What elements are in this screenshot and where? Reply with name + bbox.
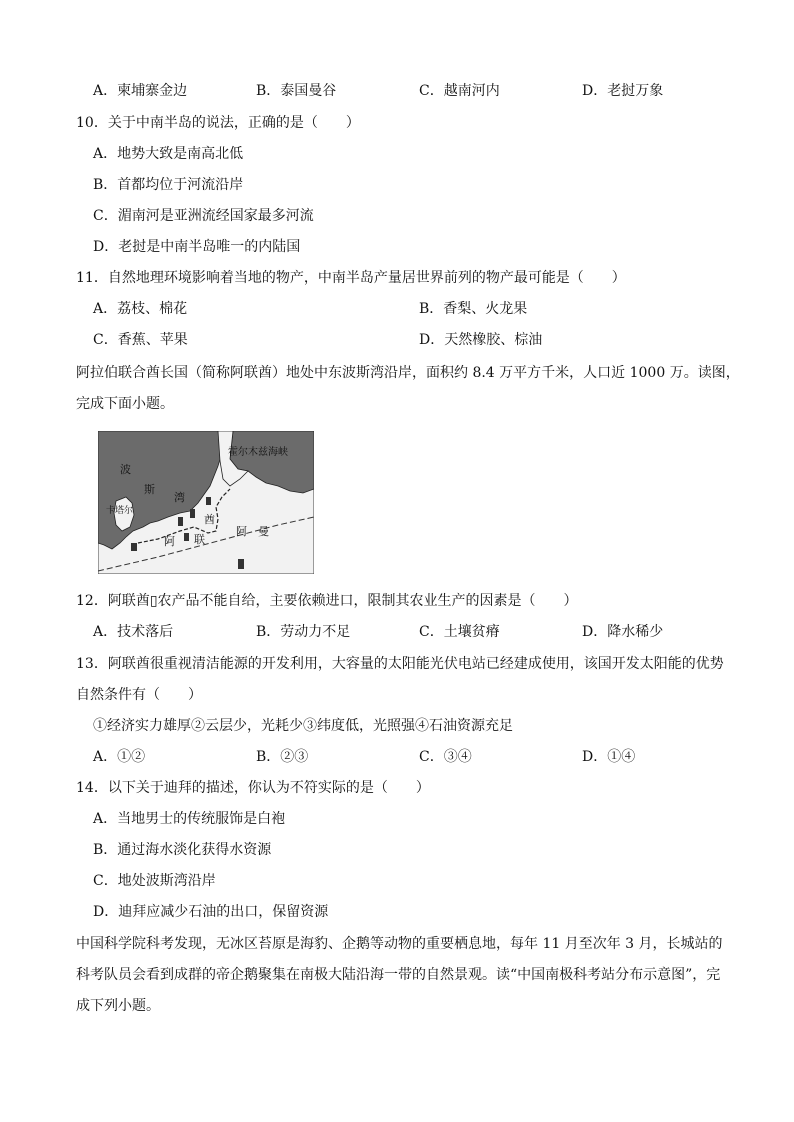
q14-option-b[interactable]: B．通过海水淡化获得水资源 <box>93 842 272 858</box>
map-label-strait: 霍尔木兹海峡 <box>228 447 288 458</box>
q9-option-a[interactable]: A．柬埔寨金边 <box>93 83 188 99</box>
q10-option-b[interactable]: B．首都均位于河流沿岸 <box>93 177 244 193</box>
q9-option-c[interactable]: C．越南河内 <box>419 83 500 99</box>
map-label-gulf-1: 波 <box>120 463 131 476</box>
q11-stem: 11．自然地理环境影响着当地的物产，中南半岛产量居世界前列的物产最可能是（ ） <box>76 270 626 286</box>
uae-map <box>98 431 314 574</box>
q10-option-d[interactable]: D．老挝是中南半岛唯一的内陆国 <box>93 239 301 255</box>
q13-stem-line2: 自然条件有（ ） <box>76 687 202 703</box>
q9-option-b[interactable]: B．泰国曼谷 <box>256 83 337 99</box>
marker-icon <box>184 533 189 541</box>
marker-icon <box>178 517 183 526</box>
map-label-uae-3: 酋 <box>204 513 215 526</box>
map-label-gulf-3: 湾 <box>174 491 185 504</box>
q12-stem: 12．阿联酋▯农产品不能自给，主要依赖进口，限制其农业生产的因素是（ ） <box>76 593 578 609</box>
q11-option-d[interactable]: D．天然橡胶、棕油 <box>419 332 543 348</box>
q10-stem: 10．关于中南半岛的说法，正确的是（ ） <box>76 115 360 131</box>
q13-stem-line1: 13．阿联酋很重视清洁能源的开发利用，大容量的太阳能光伏电站已经建成使用，该国开发太阳能的优势 <box>76 656 724 672</box>
map-label-uae-2: 联 <box>194 533 205 546</box>
q11-option-b[interactable]: B．香梨、火龙果 <box>419 301 528 317</box>
q12-option-a[interactable]: A．技术落后 <box>93 624 174 640</box>
marker-icon <box>206 497 211 505</box>
marker-icon <box>190 509 195 518</box>
map-label-gulf-2: 斯 <box>144 483 155 496</box>
q13-choices: ①经济实力雄厚②云层少，光耗少③纬度低，光照强④石油资源充足 <box>93 718 513 734</box>
antarctic-intro-line3: 成下列小题。 <box>76 998 160 1014</box>
map-label-oman-1: 阿 <box>236 525 247 538</box>
q13-option-c[interactable]: C．③④ <box>419 749 472 765</box>
q10-option-c[interactable]: C．湄南河是亚洲流经国家最多河流 <box>93 208 314 224</box>
q13-option-a[interactable]: A．①② <box>93 749 146 765</box>
q12-option-d[interactable]: D．降水稀少 <box>582 624 664 640</box>
q9-option-d[interactable]: D．老挝万象 <box>582 83 664 99</box>
antarctic-intro-line2: 科考队员会看到成群的帝企鹅聚集在南极大陆沿海一带的自然景观。读“中国南极科考站分布示意图”，完 <box>76 967 721 983</box>
q14-option-c[interactable]: C．地处波斯湾沿岸 <box>93 873 216 889</box>
q12-option-c[interactable]: C．土壤贫瘠 <box>419 624 500 640</box>
marker-icon <box>131 543 137 551</box>
uae-intro-line1: 阿拉伯联合酋长国（简称阿联酋）地处中东波斯湾沿岸，面积约 8.4 万平方千米，人口近 1000 万。读图， <box>76 365 740 381</box>
q12-option-b[interactable]: B．劳动力不足 <box>256 624 351 640</box>
q13-option-d[interactable]: D．①④ <box>582 749 636 765</box>
q14-option-a[interactable]: A．当地男士的传统服饰是白袍 <box>93 811 286 827</box>
q13-option-b[interactable]: B．②③ <box>256 749 309 765</box>
q14-option-d[interactable]: D．迪拜应减少石油的出口，保留资源 <box>93 904 329 920</box>
q11-option-a[interactable]: A．荔枝、棉花 <box>93 301 188 317</box>
map-label-oman-2: 曼 <box>258 525 269 538</box>
antarctic-intro-line1: 中国科学院科考发现，无冰区苔原是海豹、企鹅等动物的重要栖息地，每年 11 月至次年 3 月，长城站的 <box>76 936 723 952</box>
uae-intro-line2: 完成下面小题。 <box>76 396 174 412</box>
map-label-qatar: 卡塔尔 <box>106 506 134 516</box>
q14-stem: 14．以下关于迪拜的描述，你认为不符实际的是（ ） <box>76 780 430 796</box>
marker-icon <box>238 559 244 569</box>
map-label-uae-1: 阿 <box>164 535 175 548</box>
q10-option-a[interactable]: A．地势大致是南高北低 <box>93 146 244 162</box>
q11-option-c[interactable]: C．香蕉、苹果 <box>93 332 188 348</box>
